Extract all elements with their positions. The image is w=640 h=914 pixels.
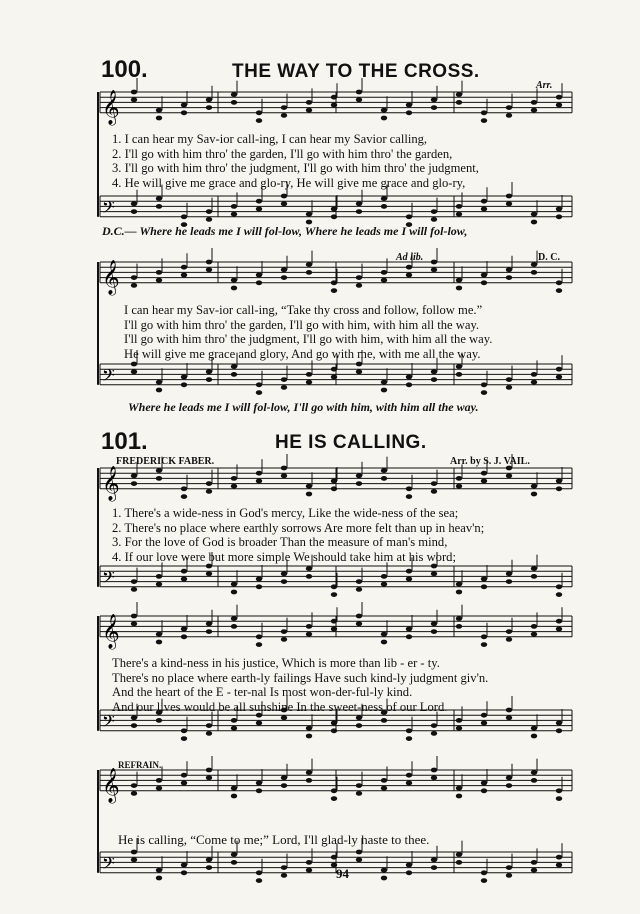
verse-line: He will give me grace and glory, And go with me, with me all the way. [124, 346, 481, 361]
verse-line: 3. For the love of God is broader Than the measure of man's mind, [112, 535, 448, 549]
dc-lyric-line: D.C.— Where he leads me I will fol-low, Where he leads me I will fol-low, [102, 224, 468, 238]
hymn101-verses-2 [112, 656, 488, 714]
verse-line: There's a kind-ness in his justice, Which is more than lib - er - ty. [112, 656, 440, 670]
dc-marking: D. C. [538, 252, 560, 263]
hymn100-verses-2 [124, 303, 492, 361]
svg-text:𝄢: 𝄢 [102, 196, 115, 221]
verse-line: 1. There's a wide-ness in God's mercy, Like the wide-ness of the sea; [112, 506, 459, 520]
hymn101-verses-1 [112, 506, 484, 564]
hymn100-verses-1 [112, 132, 479, 190]
svg-text:𝄢: 𝄢 [102, 566, 115, 591]
verse-line: I'll go with him thro' the judgment, I'll go with him, with him all the way. [124, 332, 493, 346]
svg-text:𝄞: 𝄞 [102, 613, 120, 649]
svg-text:𝄢: 𝄢 [102, 364, 115, 389]
svg-text:𝄢: 𝄢 [102, 852, 115, 877]
arranger-credit: Arr. by S. J. VAIL. [450, 456, 530, 467]
arranger-credit: Arr. [536, 80, 553, 91]
verse-line: 3. I'll go with him thro' the judgment, I'll go with him thro' the judgment, [112, 161, 479, 175]
svg-text:𝄞: 𝄞 [102, 89, 120, 125]
verse-line: And our lives would be all sunshine In the sweet-ness of our Lord. [112, 699, 448, 714]
hymn-title: THE WAY TO THE CROSS. [232, 61, 480, 82]
author-credit: FREDERICK FABER. [116, 456, 215, 467]
hymn-number: 101. [101, 428, 148, 455]
verse-line: 4. He will give me grace and glo-ry, He will give me grace and glo-ry, [112, 175, 466, 190]
verse-line: 2. There's no place where earthly sorrows Are more felt than up in heav'n; [112, 520, 485, 535]
verse-line: I'll go with him thro' the garden, I'll go with him, with him all the way. [124, 317, 480, 332]
verse-line: 2. I'll go with him thro' the garden, I'll go with him thro' the garden, [112, 146, 453, 161]
hymn-number: 100. [101, 56, 148, 83]
bottom-lyric-line: Where he leads me I will fol-low, I'll go with him, with him all the way. [128, 400, 479, 414]
ad-lib-marking: Ad lib. [396, 252, 424, 263]
page-number: 94 [336, 866, 349, 881]
svg-text:𝄞: 𝄞 [102, 465, 120, 501]
verse-line: 4. If our love were but more simple We should take him at his word; [112, 549, 456, 564]
hymn-title: HE IS CALLING. [275, 432, 427, 453]
svg-text:𝄞: 𝄞 [102, 767, 120, 803]
refrain-lyrics: He is calling, “Come to me;” Lord, I'll glad-ly haste to thee. [118, 832, 430, 847]
verse-line: I can hear my Sav-ior call-ing, “Take thy cross and follow, follow me.” [124, 303, 483, 317]
verse-line: There's no place where earth-ly failings Have such kind-ly judgment giv'n. [112, 670, 489, 685]
svg-text:𝄞: 𝄞 [102, 259, 120, 295]
verse-line: 1. I can hear my Sav-ior call-ing, I can hear my Savior calling, [112, 132, 428, 146]
refrain-label: REFRAIN. [118, 760, 162, 770]
svg-text:𝄢: 𝄢 [102, 710, 115, 735]
verse-line: And the heart of the E - ter-nal Is most won-der-ful-ly kind. [112, 685, 413, 699]
